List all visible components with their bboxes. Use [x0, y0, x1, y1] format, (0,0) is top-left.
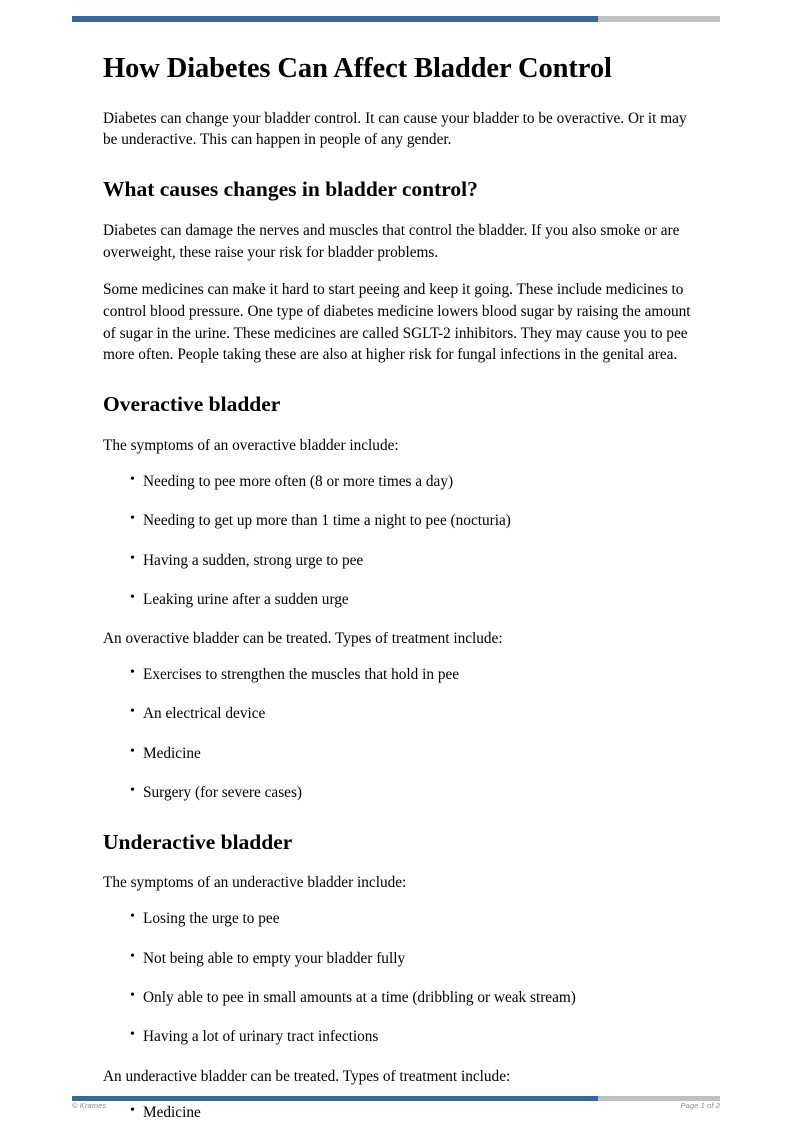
- copyright-notice: © Krames: [72, 1101, 107, 1110]
- list-item: • Medicine: [103, 1102, 695, 1123]
- list-item: • Needing to pee more often (8 or more times a day): [103, 471, 695, 492]
- causes-paragraph-2: Some medicines can make it hard to start peeing and keep it going. These include medicines to control blood pressure. One type of diabetes medicine lowers blood sugar by raising the amount of sugar in the urine. These medicines are called SGLT-2 inhibitors. They may cause you to pee more often. People taking these are also at higher risk for fungal infections in the genital area.: [103, 281, 691, 364]
- overactive-symptoms-list: [103, 471, 695, 611]
- list-item: • Surgery (for severe cases): [103, 782, 695, 803]
- overactive-treatment-lead: An overactive bladder can be treated. Types of treatment include:: [103, 630, 503, 648]
- list-item: • Having a lot of urinary tract infections: [103, 1026, 695, 1047]
- header-rule-gray-segment: [598, 16, 720, 22]
- section-heading-overactive-bladder: Overactive bladder: [103, 392, 281, 417]
- underactive-treatment-lead: An underactive bladder can be treated. Types of treatment include:: [103, 1067, 511, 1085]
- page-footer: [72, 1101, 720, 1110]
- page-title: How Diabetes Can Affect Bladder Control: [103, 53, 612, 84]
- list-item: • Medicine: [103, 743, 695, 764]
- list-item: • Needing to get up more than 1 time a night to pee (nocturia): [103, 510, 695, 531]
- header-divider-rule: [72, 16, 720, 22]
- header-rule-blue-segment: [72, 16, 598, 22]
- overactive-treatment-list: [103, 664, 695, 804]
- causes-paragraph-1: Diabetes can damage the nerves and muscles that control the bladder. If you also smoke or are overweight, these raise your risk for bladder problems.: [103, 221, 680, 261]
- list-item: • Leaking urine after a sudden urge: [103, 589, 695, 610]
- list-item: • Losing the urge to pee: [103, 908, 695, 929]
- list-item: • An electrical device: [103, 703, 695, 724]
- overactive-symptoms-lead: The symptoms of an overactive bladder include:: [103, 436, 399, 454]
- section-heading-underactive-bladder: Underactive bladder: [103, 829, 293, 854]
- underactive-symptoms-lead: The symptoms of an underactive bladder include:: [103, 874, 407, 892]
- intro-paragraph: Diabetes can change your bladder control. It can cause your bladder to be overactive. Or it may be underactive. This can happen in people of any gender.: [103, 109, 687, 149]
- list-item: • Not being able to empty your bladder fully: [103, 948, 695, 969]
- page-number: Page 1 of 2: [680, 1101, 720, 1110]
- underactive-symptoms-list: [103, 908, 695, 1048]
- section-heading-causes: What causes changes in bladder control?: [103, 177, 478, 202]
- list-item: • Only able to pee in small amounts at a time (dribbling or weak stream): [103, 987, 695, 1008]
- list-item: • Having a sudden, strong urge to pee: [103, 550, 695, 571]
- list-item: • Exercises to strengthen the muscles that hold in pee: [103, 664, 695, 685]
- document-content: [103, 52, 695, 1141]
